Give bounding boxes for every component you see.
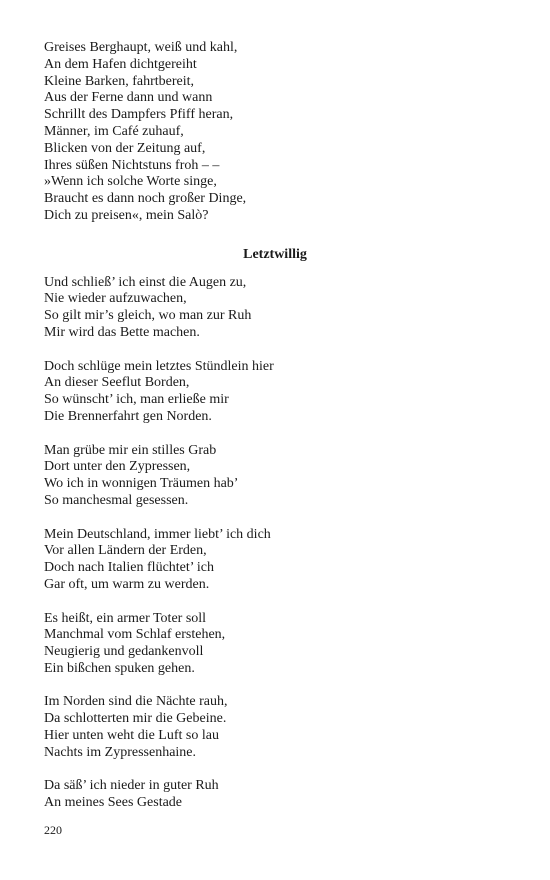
verse-line: An meines Sees Gestade (44, 795, 183, 811)
verse-line: Neugierig und gedankenvoll (44, 644, 204, 660)
verse-line: Vor allen Ländern der Erden, (44, 543, 207, 559)
verse-line: Männer, im Café zuhauf, (44, 123, 184, 139)
verse-line: Da schlotterten mir die Gebeine. (44, 711, 227, 727)
verse-line: Manchmal vom Schlaf erstehen, (44, 627, 226, 643)
verse-line: Wo ich in wonnigen Träumen hab’ (44, 476, 239, 492)
verse-line: Da säß’ ich nieder in guter Ruh (44, 778, 219, 794)
prev-poem-ending (44, 40, 506, 225)
verse-line: Ein bißchen spuken gehen. (44, 660, 195, 676)
verse-line: So gilt mir’s gleich, wo man zur Ruh (44, 308, 252, 324)
stanza-3 (44, 443, 506, 510)
verse-line: Gar oft, um warm zu werden. (44, 576, 210, 592)
page-content (44, 40, 506, 812)
verse-line: So wünscht’ ich, man erließe mir (44, 392, 229, 408)
stanza-7 (44, 778, 506, 812)
verse-line: Blicken von der Zeitung auf, (44, 140, 206, 156)
verse-line: Dort unter den Zypressen, (44, 459, 191, 475)
verse-line: Braucht es dann noch großer Dinge, (44, 191, 247, 207)
stanza-5 (44, 611, 506, 678)
poem-title: Letztwillig (243, 246, 307, 262)
verse-line: An dem Hafen dichtgereiht (44, 56, 197, 72)
verse-line: Greises Berghaupt, weiß und kahl, (44, 40, 238, 55)
verse-line: Mein Deutschland, immer liebt’ ich dich (44, 526, 271, 542)
verse-line: Aus der Ferne dann und wann (44, 90, 213, 106)
verse-line: Im Norden sind die Nächte rauh, (44, 694, 228, 710)
verse-line: Hier unten weht die Luft so lau (44, 728, 219, 744)
verse-line: Und schließ’ ich einst die Augen zu, (44, 274, 247, 290)
verse-line: Dich zu preisen«, mein Salò? (44, 207, 209, 223)
verse-line: Mir wird das Bette machen. (44, 324, 200, 340)
stanza-6 (44, 694, 506, 761)
verse-line: So manchesmal gesessen. (44, 492, 189, 508)
verse-line: Ihres süßen Nichtstuns froh – – (44, 157, 220, 173)
verse-line: Man grübe mir ein stilles Grab (44, 442, 217, 458)
stanza-4 (44, 527, 506, 594)
verse-line: Nachts im Zypressenhaine. (44, 744, 197, 760)
verse-line: Kleine Barken, fahrtbereit, (44, 73, 195, 89)
verse-line: Schrillt des Dampfers Pfiff heran, (44, 107, 234, 123)
verse-line: Die Brennerfahrt gen Norden. (44, 408, 212, 424)
verse-line: Nie wieder aufzuwachen, (44, 291, 187, 307)
verse-line: Doch nach Italien flüchtet’ ich (44, 560, 214, 576)
verse-line: An dieser Seeflut Borden, (44, 375, 190, 391)
stanza-2 (44, 359, 506, 426)
stanza-1 (44, 275, 506, 342)
verse-line: Es heißt, ein armer Toter soll (44, 610, 207, 626)
verse-line: »Wenn ich solche Worte singe, (44, 174, 217, 190)
verse-line: Doch schlüge mein letztes Stündlein hier (44, 358, 274, 374)
page-number: 220 (44, 823, 62, 837)
